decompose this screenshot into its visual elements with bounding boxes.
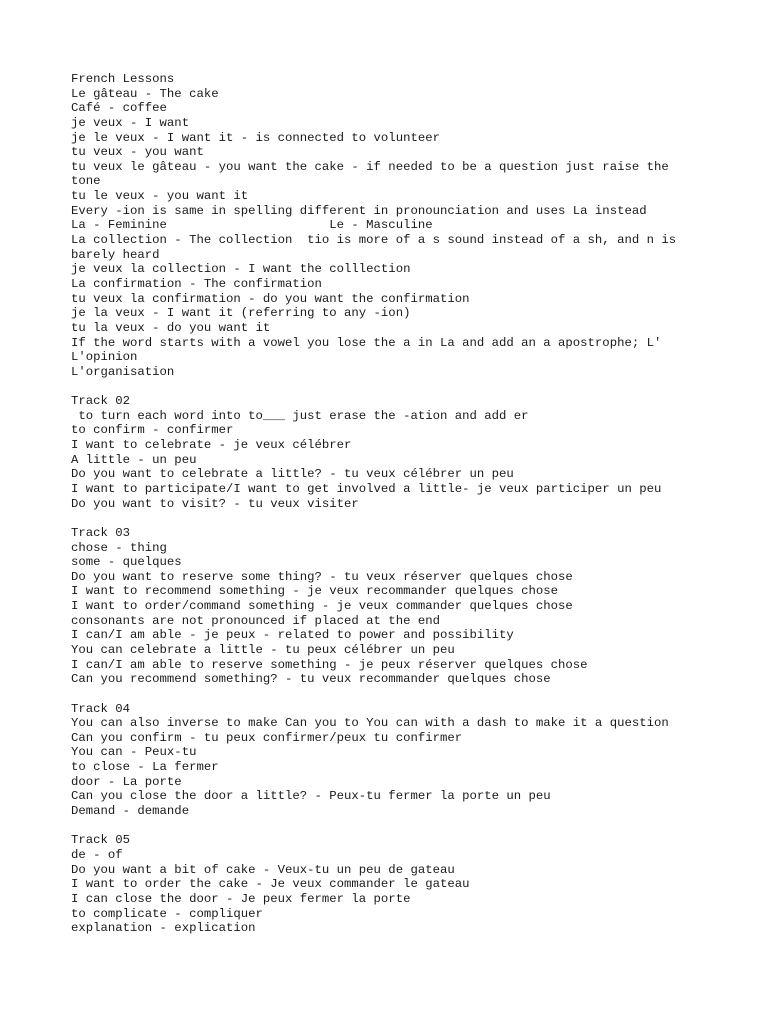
text-line: La collection - The collection tio is more of a s sound instead of a sh, and n is xyxy=(71,233,677,248)
text-line: je veux - I want xyxy=(71,115,190,130)
text-line: Café - coffee xyxy=(71,101,167,116)
text-line: je le veux - I want it - is connected to volunteer xyxy=(71,130,440,145)
blank-line xyxy=(71,819,711,834)
text-line: Do you want a bit of cake - Veux-tu un peu de gateau xyxy=(71,862,455,877)
text-line: chose - thing xyxy=(71,540,167,555)
text-line: some - quelques xyxy=(71,555,182,570)
text-line: Le gâteau - The cake xyxy=(71,86,219,101)
text-line: French Lessons xyxy=(71,72,175,86)
text-line: You can celebrate a little - tu peux célébrer un peu xyxy=(71,642,455,657)
text-line: La confirmation - The confirmation xyxy=(71,276,322,291)
blank-line xyxy=(71,379,711,394)
text-line: Every -ion is same in spelling different in pronounciation and uses La instead xyxy=(71,203,647,218)
text-line: I want to participate/I want to get involved a little- je veux participer un peu xyxy=(71,481,662,496)
text-line: You can also inverse to make Can you to You can with a dash to make it a question xyxy=(71,716,669,731)
text-line: Do you want to celebrate a little? - tu veux célébrer un peu xyxy=(71,467,514,482)
text-line: tu veux le gâteau - you want the cake - if needed to be a question just raise the xyxy=(71,159,669,174)
text-line: I want to order/command something - je veux commander quelques chose xyxy=(71,599,573,614)
text-line: I want to order the cake - Je veux commander le gateau xyxy=(71,877,470,892)
text-line: Track 05 xyxy=(71,833,131,848)
text-line: tu le veux - you want it xyxy=(71,189,249,204)
text-line: consonants are not pronounced if placed at the end xyxy=(71,613,440,628)
text-line: Track 04 xyxy=(71,701,131,716)
text-line: explanation - explication xyxy=(71,921,256,936)
text-line: You can - Peux-tu xyxy=(71,745,197,760)
text-line: I want to celebrate - je veux célébrer xyxy=(71,438,352,453)
text-line: Can you confirm - tu peux confirmer/peux tu confirmer xyxy=(71,730,463,745)
text-line: to confirm - confirmer xyxy=(71,423,234,438)
text-line: to complicate - compliquer xyxy=(71,906,263,921)
text-line: I can close the door - Je peux fermer la porte xyxy=(71,891,411,906)
text-line: L'organisation xyxy=(71,364,175,379)
text-line: tu la veux - do you want it xyxy=(71,320,271,335)
text-line: Track 03 xyxy=(71,525,131,540)
blank-line xyxy=(71,687,711,702)
text-line: tu veux la confirmation - do you want the confirmation xyxy=(71,291,470,306)
text-line: door - La porte xyxy=(71,774,182,789)
text-line: to close - La fermer xyxy=(71,760,219,775)
text-line: Can you recommend something? - tu veux recommander quelques chose xyxy=(71,672,551,687)
text-line: L'opinion xyxy=(71,350,138,365)
text-line: to turn each word into to___ just erase the -ation and add er xyxy=(71,408,529,423)
document-body xyxy=(71,72,711,936)
text-line: I can/I am able to reserve something - je peux réserver quelques chose xyxy=(71,657,588,672)
text-line: I can/I am able - je peux - related to power and possibility xyxy=(71,628,514,643)
text-line: Demand - demande xyxy=(71,804,190,819)
text-line: barely heard xyxy=(71,247,160,262)
text-line: A little - un peu xyxy=(71,452,197,467)
text-line: Do you want to reserve some thing? - tu veux réserver quelques chose xyxy=(71,569,573,584)
text-line: tu veux - you want xyxy=(71,145,204,160)
text-line: je la veux - I want it (referring to any -ion) xyxy=(71,306,411,321)
text-line: je veux la collection - I want the colllection xyxy=(71,262,411,277)
text-line: tone xyxy=(71,174,101,189)
text-line: Can you close the door a little? - Peux-tu fermer la porte un peu xyxy=(71,789,551,804)
text-line: Track 02 xyxy=(71,394,131,409)
text-line: If the word starts with a vowel you lose the a in La and add an a apostrophe; L' xyxy=(71,335,662,350)
text-line: Do you want to visit? - tu veux visiter xyxy=(71,496,359,511)
text-line: I want to recommend something - je veux recommander quelques chose xyxy=(71,584,559,599)
text-line: La - Feminine Le - Masculine xyxy=(71,218,433,233)
text-line: de - of xyxy=(71,847,123,862)
blank-line xyxy=(71,511,711,526)
